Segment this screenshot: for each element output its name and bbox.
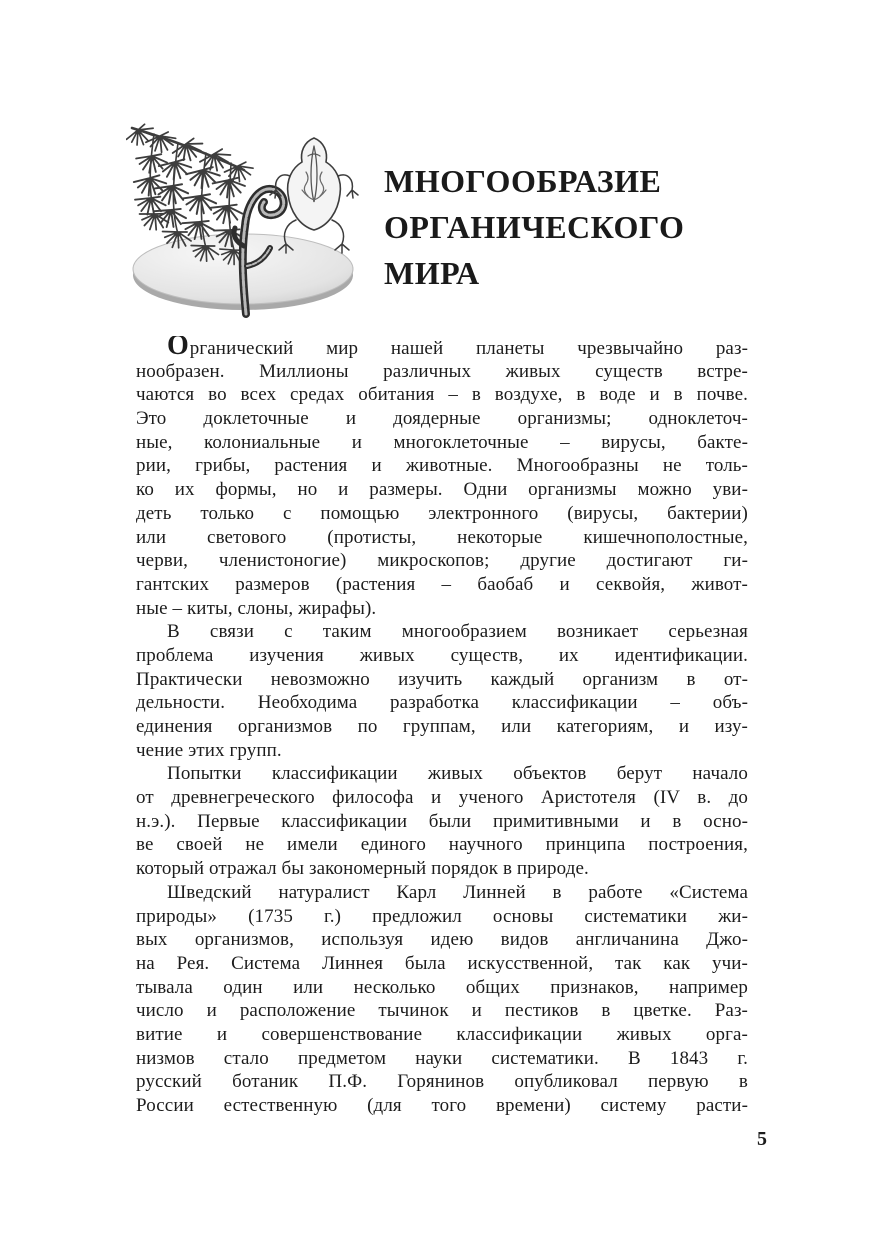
paragraph — [136, 336, 748, 620]
text-line: В связи с таким многообразием возникает серьезная — [167, 621, 748, 643]
text-line: витие и совершенствование классификации живых орга- — [136, 1023, 748, 1045]
chapter-title-line-1: МНОГООБРАЗИЕ — [384, 163, 662, 199]
text-line: от древнегреческого философа и ученого Аристотеля (IV в. до — [136, 787, 748, 809]
text-line: проблема изучения живых существ, их идентификации. — [136, 644, 748, 666]
chapter-illustration — [126, 118, 364, 336]
text-line: черви, членистоногие) микроскопов; другие достигают ги- — [136, 550, 748, 572]
text-line: тывала один или несколько общих признаков, например — [136, 976, 748, 998]
text-line: чение этих групп. — [136, 739, 282, 761]
text-line: природы» (1735 г.) предложил основы систематики жи- — [136, 905, 748, 927]
text-line: ве своей не имели единого научного принципа построения, — [136, 834, 748, 856]
text-line: России естественную (для того времени) систему расти- — [136, 1095, 748, 1116]
text-line: рии, грибы, растения и животные. Многообразны не толь- — [136, 455, 748, 477]
paragraph — [136, 620, 748, 762]
text-line: единения организмов по группам, или категориям, и изу- — [136, 716, 748, 737]
text-line: низмов стало предметом науки систематики. В 1843 г. — [136, 1047, 748, 1069]
chapter-title-line-2: ОРГАНИЧЕСКОГО — [384, 209, 685, 245]
chapter-title-line-3: МИРА — [384, 255, 480, 291]
text-line: Попытки классификации живых объектов берут начало — [167, 763, 748, 785]
text-line: на Рея. Система Линнея была искусственной, так как учи- — [136, 952, 748, 974]
text-line: н.э.). Первые классификации были примитивными и в осно- — [136, 810, 748, 832]
paragraph — [136, 881, 748, 1118]
text-line: который отражал бы закономерный порядок в природе. — [136, 858, 589, 880]
text-line: деть только с помощью электронного (вирусы, бактерии) — [136, 502, 748, 524]
text-line: Шведский натуралист Карл Линней в работе «Система — [167, 881, 748, 903]
page-number: 5 — [757, 1128, 767, 1150]
text-line: вых организмов, используя идею видов англичанина Джо- — [136, 929, 748, 951]
text-line: ко их формы, но и размеры. Одни организмы можно уви- — [136, 479, 748, 501]
body-text — [136, 336, 748, 1118]
text-line: число и расположение тычинок и пестиков в цветке. Раз- — [136, 1000, 748, 1022]
text-line: Это доклеточные и доядерные организмы; одноклеточ- — [136, 408, 748, 430]
text-line: или светового (протисты, некоторые кишечнополостные, — [136, 526, 748, 548]
text-line: Практически невозможно изучить каждый организм в от- — [136, 668, 748, 690]
paragraph-initial-letter: О — [167, 336, 189, 360]
text-line: русский ботаник П.Ф. Горянинов опубликовал первую в — [136, 1071, 748, 1093]
text-line: гантских размеров (растения – баобаб и секвойя, живот- — [136, 573, 748, 595]
text-line: нообразен. Миллионы различных живых существ встре- — [136, 360, 748, 382]
text-line: дельности. Необходима разработка классификации – объ- — [136, 692, 748, 714]
text-line: Органический мир нашей планеты чрезвычайно раз- — [136, 336, 748, 360]
text-line: чаются во всех средах обитания – в воздухе, в воде и в почве. — [136, 384, 748, 406]
paragraph — [136, 762, 748, 880]
illustration-svg — [126, 118, 364, 336]
text-line: ные – киты, слоны, жирафы). — [136, 597, 377, 619]
chapter-title — [384, 158, 754, 296]
text-line: ные, колониальные и многоклеточные – вирусы, бакте- — [136, 431, 748, 453]
